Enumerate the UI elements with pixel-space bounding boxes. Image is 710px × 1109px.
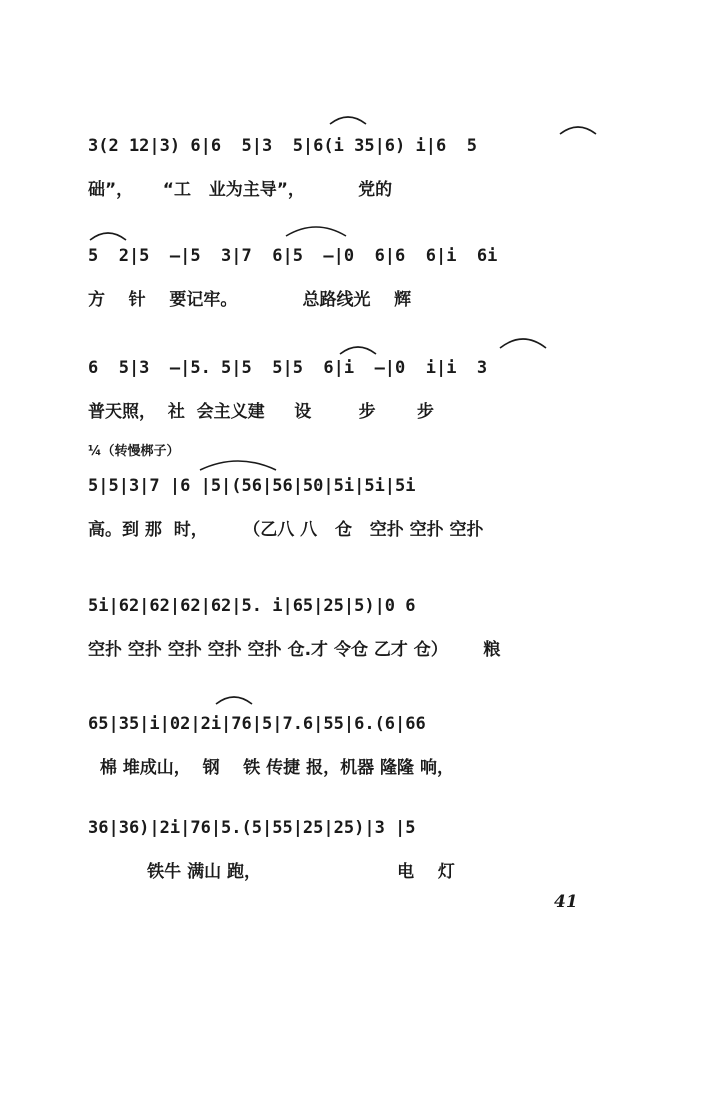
slur-mark [284,222,348,238]
lyrics-line: 棉 堆成山， 钢 铁 传捷 报，机器 隆隆 响， [88,758,454,778]
lyrics-line: 普天照， 社 会主义建 设 步 步 [88,402,435,422]
notation-line: 5 2|5 —|5 3|7 6|5 —|0 6|6 6|i 6i [88,246,498,266]
notation-line: 36|36)|2i|76|5.(5|55|25|25)|3 |5 [88,818,416,838]
lyrics-line: 础”， “工 业为主导”， 党的 [88,180,393,200]
notation-line: 6 5|3 —|5. 5|5 5|5 6|i —|0 i|i 3 [88,358,488,378]
slur-mark [558,122,598,136]
lyrics-line: 方 针 要记牢。 总路线光 辉 [88,290,412,310]
lyrics-line: 铁牛 满山 跑， 电 灯 [88,862,455,882]
slur-mark [214,692,254,706]
lyrics-line: 空扑 空扑 空扑 空扑 空扑 仓.才 令仓 乙才 仓） 粮 [88,640,501,660]
slur-mark [338,342,378,356]
notation-line: 5i|62|62|62|62|5. i|65|25|5)|0 6 [88,596,416,616]
slur-mark [328,112,368,126]
lyrics-line: 高。到 那 时， （乙八 八 仓 空扑 空扑 空扑 [88,520,484,540]
notation-line: 3(2 12|3) 6|6 5|3 5|6(i 35|6) i|6 5 [88,136,477,156]
slur-mark [198,456,278,472]
slur-mark [498,334,548,350]
tempo-marking: ¼（转慢梆子） [88,444,180,459]
slur-mark [88,228,128,242]
notation-line: 5|5|3|7 |6 |5|(56|56|50|5i|5i|5i [88,476,416,496]
notation-line: 65|35|i|02|2i|76|5|7.6|55|6.(6|66 [88,714,426,734]
page-number: 41 [554,892,578,912]
